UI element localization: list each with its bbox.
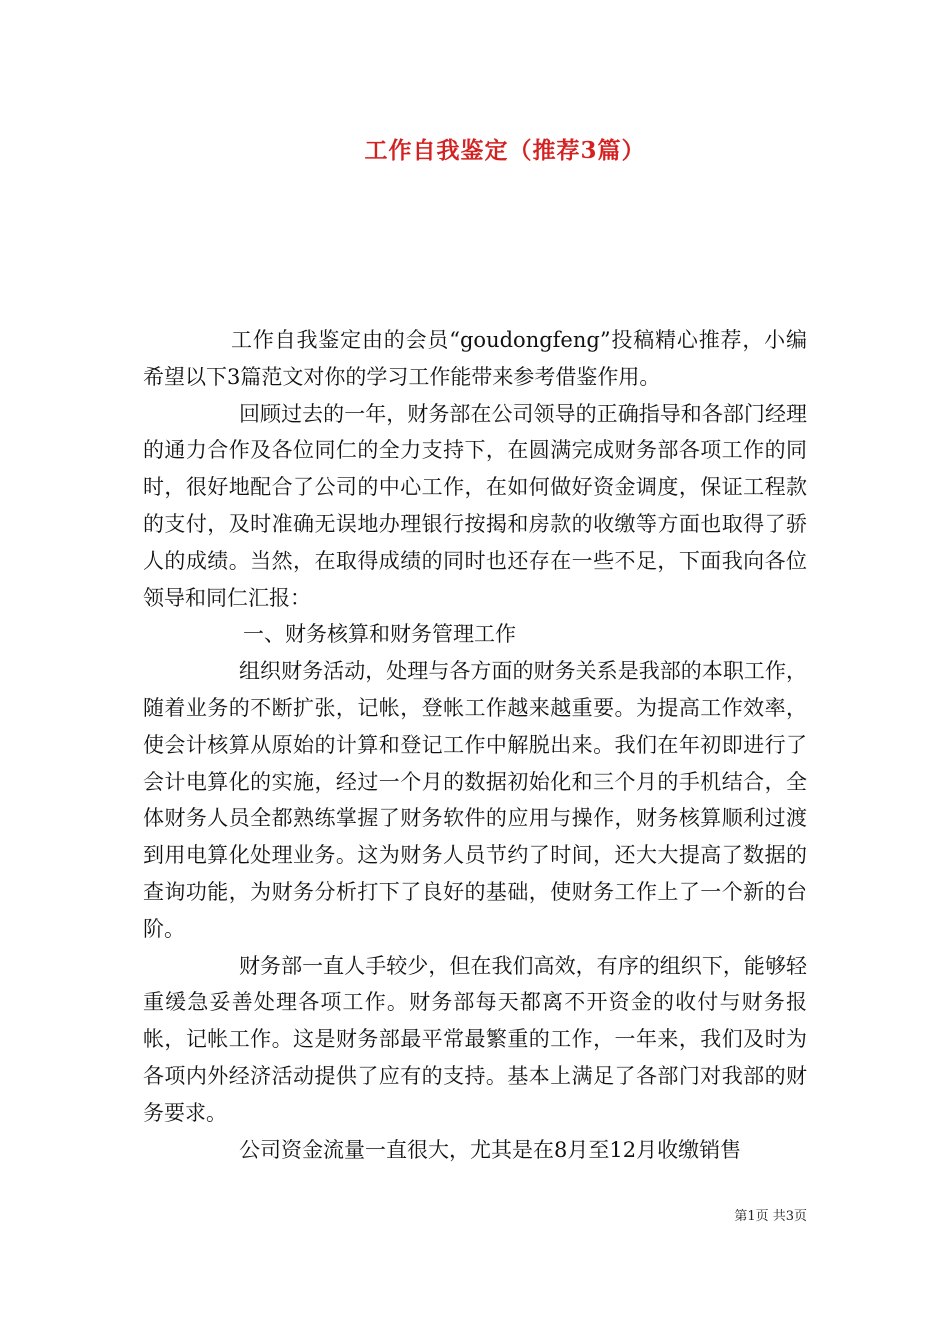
document-body — [143, 322, 807, 1168]
paragraph-cashflow: 公司资金流量一直很大，尤其是在8月至12月收缴销售 — [239, 1137, 742, 1162]
section-heading: 一、财务核算和财务管理工作 — [243, 622, 516, 647]
document-title: 工作自我鉴定（推荐3篇） — [364, 137, 646, 164]
paragraph-accounting: 组织财务活动，处理与各方面的财务关系是我部的本职工作，随着业务的不断扩张，记帐，登帐工作越来越重要。为提高工作效率，使会计核算从原始的计算和登记工作中解脱出来。我们在年初即进行了会计电算化的实施，经过一个月的数据初始化和三个月的手机结合，全体财务人员全都熟练掌握了财务软件的应用与操作，财务核算顺利过渡到用电算化处理业务。这为财务人员节约了时间，还大大提高了数据的查询功能，为财务分析打下了良好的基础，使财务工作上了一个新的台阶。 — [143, 659, 807, 941]
paragraph-staffing: 财务部一直人手较少，但在我们高效，有序的组织下，能够轻重缓急妥善处理各项工作。财务部每天都离不开资金的收付与财务报帐，记帐工作。这是财务部最平常最繁重的工作，一年来，我们及时为各项内外经济活动提供了应有的支持。基本上满足了各部门对我部的财务要求。 — [143, 953, 807, 1125]
paragraph-intro: 工作自我鉴定由的会员“goudongfeng”投稿精心推荐，小编希望以下3篇范文对你的学习工作能带来参考借鉴作用。 — [143, 328, 807, 389]
paragraph-review: 回顾过去的一年，财务部在公司领导的正确指导和各部门经理的通力合作及各位同仁的全力支持下，在圆满完成财务部各项工作的同时，很好地配合了公司的中心工作，在如何做好资金调度，保证工程款的支付，及时准确无误地办理银行按揭和房款的收缴等方面也取得了骄人的成绩。当然，在取得成绩的同时也还存在一些不足，下面我向各位领导和同仁汇报： — [143, 401, 807, 610]
page-number: 第1页 共3页 — [734, 1209, 807, 1224]
